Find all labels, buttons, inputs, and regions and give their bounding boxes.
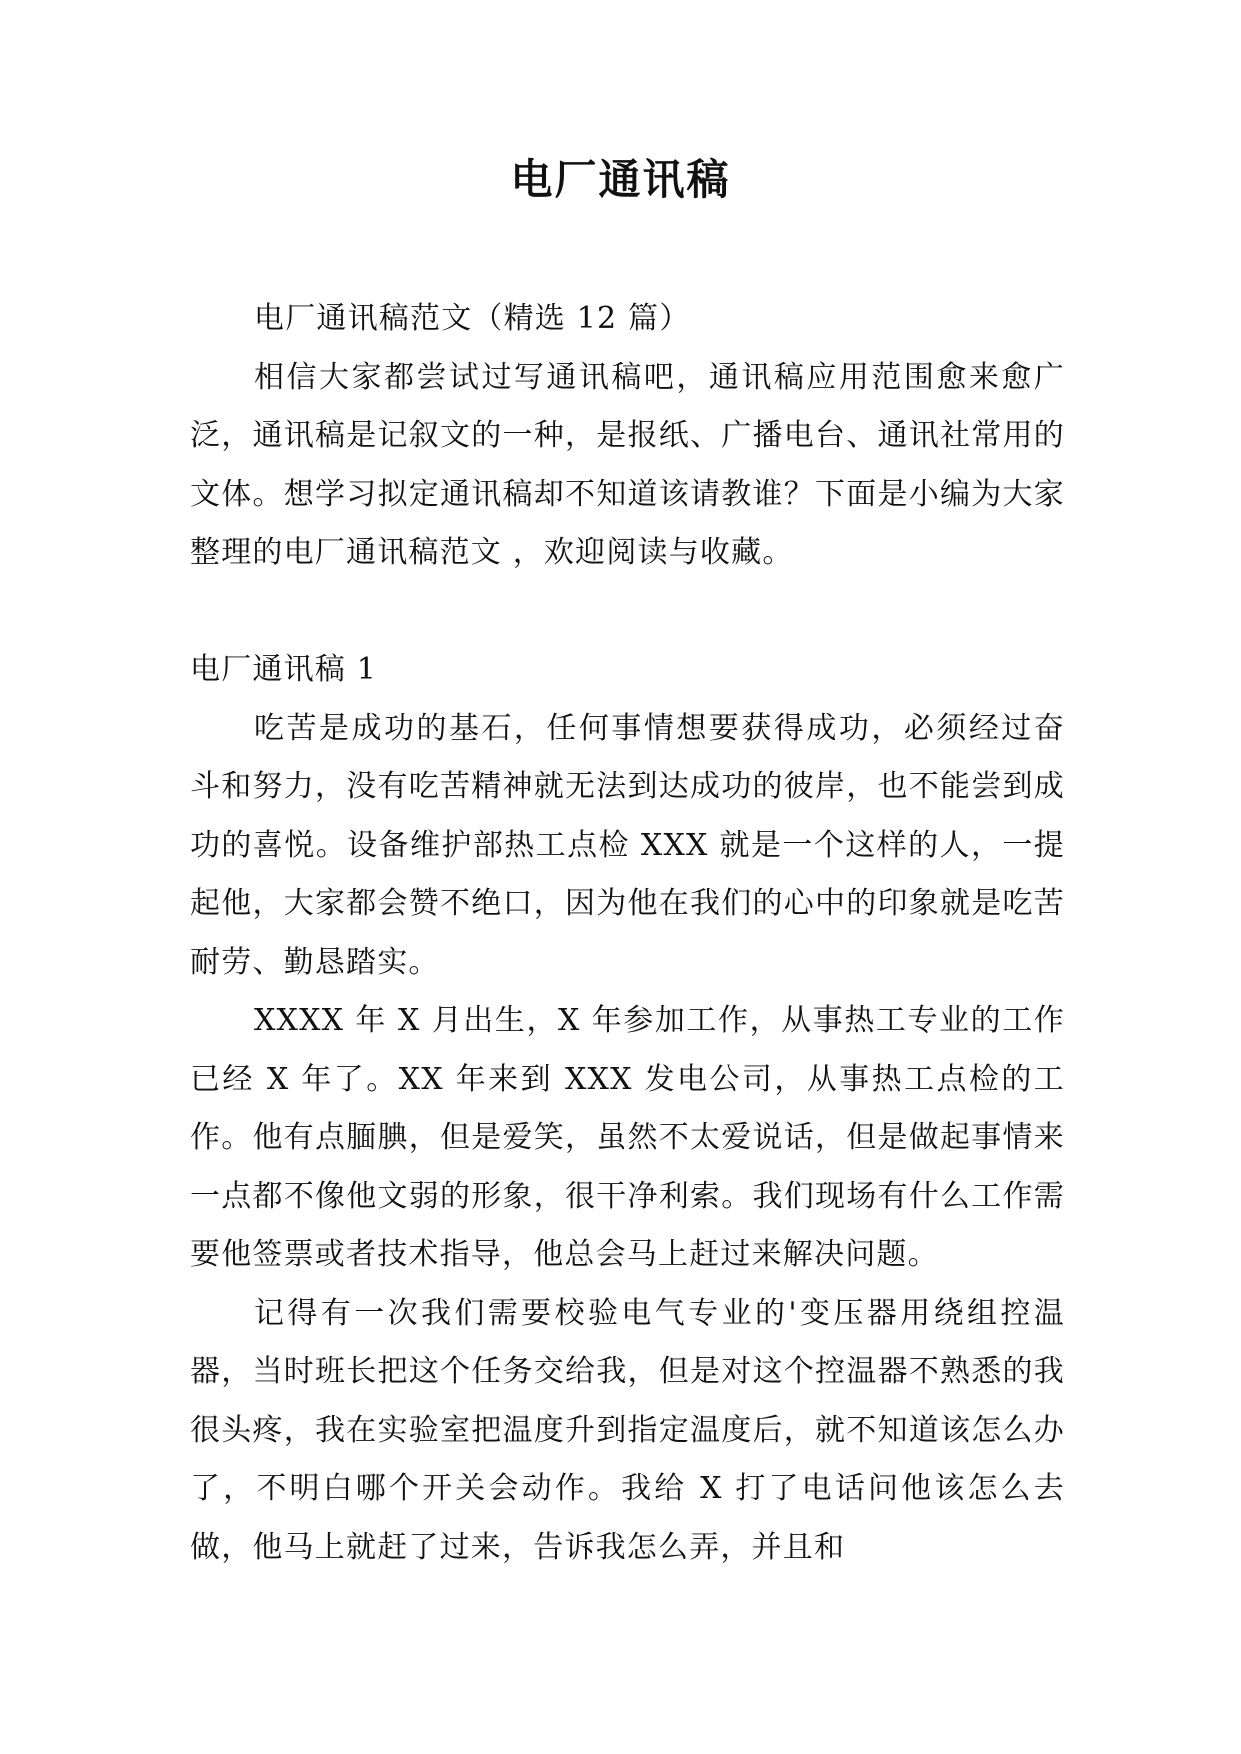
intro-paragraph: 相信大家都尝试过写通讯稿吧，通讯稿应用范围愈来愈广泛，通讯稿是记叙文的一种，是报纸、广播电台、通讯社常用的文体。想学习拟定通讯稿却不知道该请教谁？下面是小编为大家整理的电厂通讯稿范文 ，欢迎阅读与收藏。	[190, 359, 1065, 570]
section-spacer	[190, 583, 1065, 642]
body-paragraph-3: 记得有一次我们需要校验电气专业的'变压器用绕组控温器，当时班长把这个任务交给我，但是对这个控温器不熟悉的我很头疼，我在实验室把温度升到指定温度后，就不知道该怎么办了，不明白哪个开关会动作。我给 X 打了电话问他该怎么去做，他马上就赶了过来，告诉我怎么弄，并且和	[190, 1295, 1065, 1565]
document-title: 电厂通讯稿	[510, 155, 731, 204]
document-subtitle: 电厂通讯稿范文（精选 12 篇）	[254, 301, 691, 336]
body-paragraph-1: 吃苦是成功的基石，任何事情想要获得成功，必须经过奋斗和努力，没有吃苦精神就无法到达成功的彼岸，也不能尝到成功的喜悦。设备维护部热工点检 XXX 就是一个这样的人，一提起他，大家都会赞不绝口，因为他在我们的心中的印象就是吃苦耐劳、勤恳踏实。	[190, 710, 1065, 980]
document-body	[190, 290, 1065, 1577]
section-heading: 电厂通讯稿 1	[190, 652, 378, 687]
body-paragraph-2: XXXX 年 X 月出生，X 年参加工作，从事热工专业的工作已经 X 年了。XX 年来到 XXX 发电公司，从事热工点检的工作。他有点腼腆，但是爱笑，虽然不太爱说话，但是做起事情来一点都不像他文弱的形象，很干净利索。我们现场有什么工作需要他签票或者技术指导，他总会马上赶过来解决问题。	[190, 1003, 1065, 1272]
